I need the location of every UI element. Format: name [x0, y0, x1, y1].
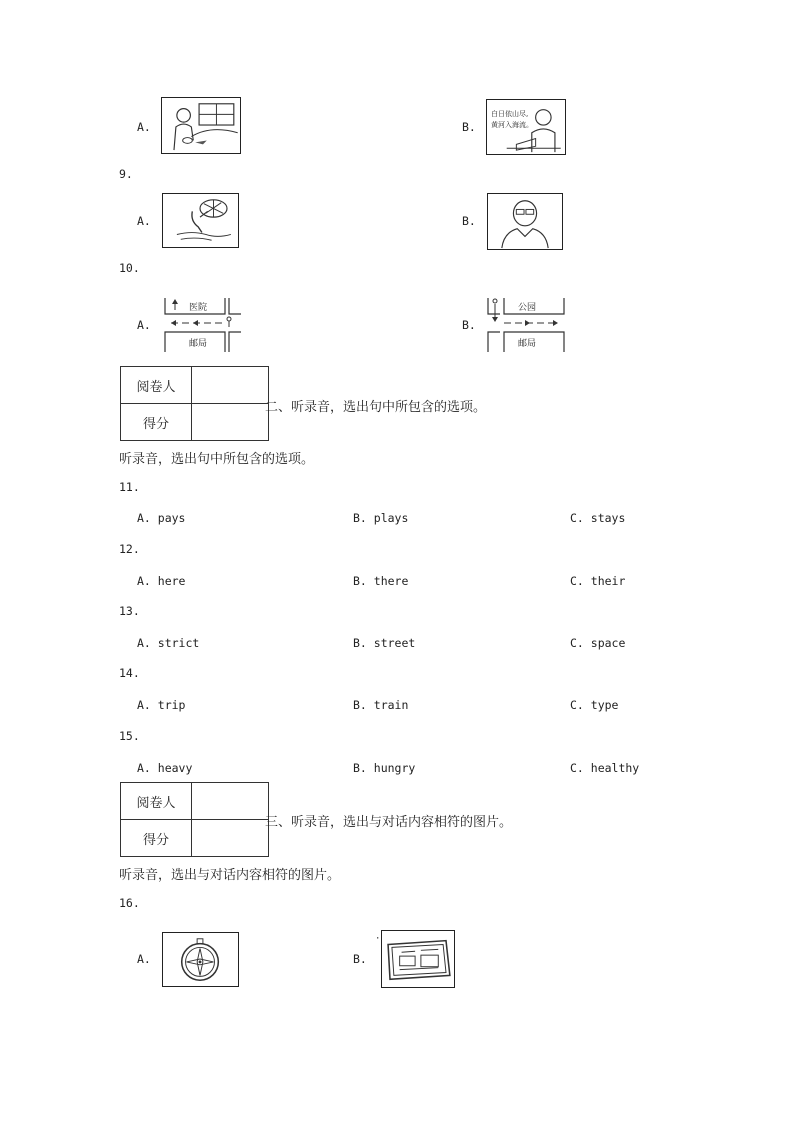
- q12-option-b[interactable]: B. there: [353, 574, 409, 588]
- q8-option-a-label[interactable]: A.: [137, 120, 151, 134]
- poem-line-2: 黄河入海流。: [491, 121, 533, 129]
- q10-option-b-label[interactable]: B.: [462, 318, 476, 332]
- q12-option-a[interactable]: A. here: [137, 574, 186, 588]
- reviewer-blank[interactable]: [192, 367, 269, 404]
- question-number: 13.: [119, 604, 140, 618]
- score-blank[interactable]: [192, 404, 269, 441]
- q15-option-a[interactable]: A. heavy: [137, 761, 193, 775]
- q10-option-a-label[interactable]: A.: [137, 318, 151, 332]
- stray-dot-mark: ·: [375, 934, 381, 944]
- hospital-label: 医院: [189, 303, 208, 313]
- map-book-icon: [382, 931, 454, 987]
- score-blank[interactable]: [192, 820, 269, 857]
- compass-icon: [163, 933, 238, 986]
- doctor-portrait-illustration: [488, 194, 562, 249]
- q10-number: 10.: [119, 261, 140, 275]
- q11-option-a[interactable]: A. pays: [137, 511, 186, 525]
- q14-option-c[interactable]: C. type: [570, 698, 619, 712]
- q16-option-a-picture[interactable]: [162, 932, 239, 987]
- reviewer-label: 阅卷人: [121, 783, 192, 820]
- question-number: 14.: [119, 666, 140, 680]
- q9-option-b-label[interactable]: B.: [462, 214, 476, 228]
- section3-instruction: 听录音，选出与对话内容相符的图片。: [119, 868, 341, 883]
- score-label: 得分: [121, 404, 192, 441]
- child-eating-illustration: [162, 98, 240, 153]
- q8-option-a-picture[interactable]: [161, 97, 241, 154]
- section2-heading: 二、听录音，选出句中所包含的选项。: [265, 400, 487, 415]
- q11-option-c[interactable]: C. stays: [570, 511, 626, 525]
- post-office-label: 邮局: [518, 339, 537, 349]
- section3-score-table: [120, 782, 269, 857]
- q9-option-a-picture[interactable]: [162, 193, 239, 248]
- q15-option-c[interactable]: C. healthy: [570, 761, 640, 775]
- question-number: 15.: [119, 729, 140, 743]
- q10-option-a-map[interactable]: [163, 296, 243, 354]
- q11-option-b[interactable]: B. plays: [353, 511, 409, 525]
- poem-line-1: 白日依山尽,: [491, 110, 529, 118]
- section2-score-table: [120, 366, 269, 441]
- person-fishing-with-net-illustration: [163, 194, 238, 247]
- question-number: 11.: [119, 480, 140, 494]
- q13-option-b[interactable]: B. street: [353, 636, 416, 650]
- q12-option-c[interactable]: C. their: [570, 574, 626, 588]
- q13-option-c[interactable]: C. space: [570, 636, 626, 650]
- q9-option-b-picture[interactable]: [487, 193, 563, 250]
- reviewer-blank[interactable]: [192, 783, 269, 820]
- q16-option-b-label[interactable]: B.: [353, 952, 367, 966]
- q14-option-b[interactable]: B. train: [353, 698, 409, 712]
- q8-option-b-picture[interactable]: [486, 99, 566, 155]
- q16-number: 16.: [119, 896, 140, 910]
- q16-option-a-label[interactable]: A.: [137, 952, 151, 966]
- q10-option-b-map[interactable]: [486, 296, 566, 354]
- q14-option-a[interactable]: A. trip: [137, 698, 186, 712]
- reviewer-label: 阅卷人: [121, 367, 192, 404]
- q13-option-a[interactable]: A. strict: [137, 636, 200, 650]
- q9-number: 9.: [119, 167, 133, 181]
- score-label: 得分: [121, 820, 192, 857]
- section2-instruction: 听录音，选出句中所包含的选项。: [119, 452, 315, 467]
- q16-option-b-picture[interactable]: [381, 930, 455, 988]
- post-office-label: 邮局: [189, 339, 208, 349]
- q15-option-b[interactable]: B. hungry: [353, 761, 416, 775]
- park-label: 公园: [518, 303, 537, 313]
- section3-heading: 三、听录音，选出与对话内容相符的图片。: [265, 815, 513, 830]
- question-number: 12.: [119, 542, 140, 556]
- q8-option-b-label[interactable]: B.: [462, 120, 476, 134]
- q9-option-a-label[interactable]: A.: [137, 214, 151, 228]
